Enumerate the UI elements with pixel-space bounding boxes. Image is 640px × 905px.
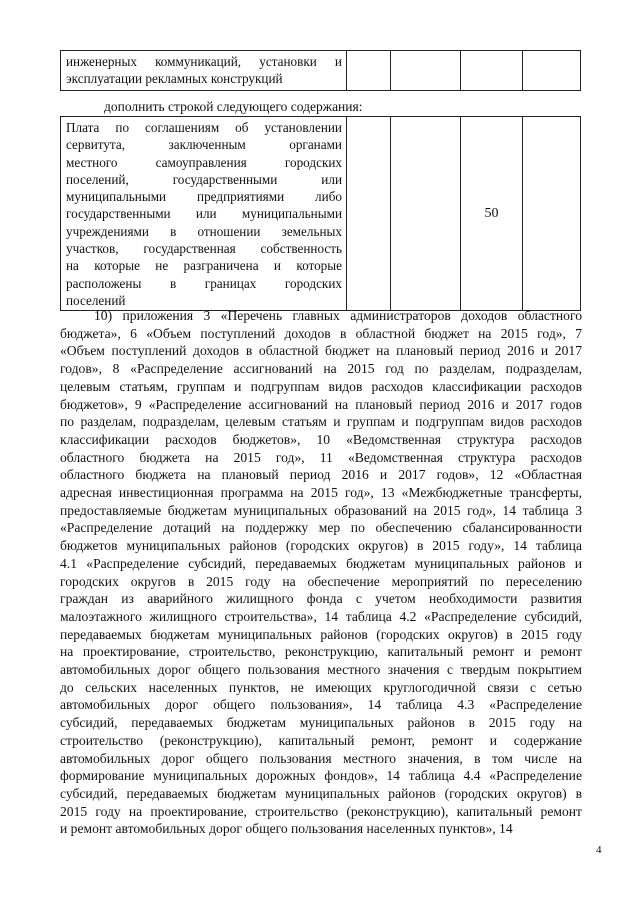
table-row bbox=[61, 117, 581, 311]
row-description-line: сервитута, заключенным органами bbox=[66, 137, 342, 153]
body-line: субсидий, передаваемых бюджетам муниципальных районов в 2015 году на bbox=[60, 715, 582, 731]
new-row-table bbox=[60, 116, 581, 311]
value-cell bbox=[391, 117, 461, 311]
body-line: предоставляемые бюджетам муниципальных образований на 2015 год», 14 таблица 3 bbox=[60, 502, 582, 518]
row-description-cell bbox=[61, 51, 347, 91]
body-line: строительство (реконструкцию), капитальный ремонт, ремонт и содержание bbox=[60, 732, 582, 748]
body-line: граждан из аварийного жилищного фонда с учетом необходимости развития bbox=[60, 591, 582, 607]
row-description-line: эксплуатации рекламных конструкций bbox=[66, 71, 283, 87]
body-line: автомобильных дорог общего пользования местного значения, в том числе на bbox=[60, 750, 582, 766]
row-description-line: учреждениями в отношении земельных bbox=[66, 223, 342, 239]
table-row bbox=[61, 51, 581, 91]
row-description-line: Плата по соглашениям об установлении bbox=[66, 120, 342, 135]
body-line: автомобильных дорог общего пользования местного значения с твердым покрытием bbox=[60, 662, 582, 678]
body-line: «Объем поступлений доходов в областной бюджет на плановый период 2016 и 2017 bbox=[60, 343, 582, 359]
value-cell bbox=[461, 51, 523, 91]
body-line: областного бюджета на плановый период 2016 и 2017 годов», 12 «Областная bbox=[60, 467, 582, 483]
body-line: бюджета», 6 «Объем поступлений доходов в областной бюджет на 2015 год», 7 bbox=[60, 325, 582, 341]
body-line: областного бюджета на 2015 год», 11 «Ведомственная структура расходов bbox=[60, 449, 582, 465]
body-line: 4.1 «Распределение субсидий, передаваемых бюджетам муниципальных районов и bbox=[60, 555, 582, 571]
row-description-line: на которые не разграничена и которые bbox=[66, 258, 342, 274]
page-number: 4 bbox=[596, 844, 602, 856]
body-line: на проектирование, строительство, реконструкцию, капитальный ремонт и ремонт bbox=[60, 644, 582, 660]
body-line: «Распределение дотаций на поддержку мер по обеспечению сбалансированности bbox=[60, 520, 582, 536]
body-line: формирование муниципальных дорожных фондов», 14 таблица 4.4 «Распределение bbox=[60, 768, 582, 784]
value-cell bbox=[391, 51, 461, 91]
body-line: бюджетов», 9 «Распределение ассигнований на плановый период 2016 и 2017 годов bbox=[60, 396, 582, 412]
body-paragraph bbox=[60, 307, 582, 838]
row-description-line: участков, государственная собственность bbox=[66, 241, 342, 257]
value-cell: 50 bbox=[461, 117, 523, 311]
row-description-line: государственными или муниципальными bbox=[66, 206, 342, 222]
body-line: малоэтажного жилищного строительства», 14 таблица 4.2 «Распределение субсидий, bbox=[60, 608, 582, 624]
row-description-line: местного самоуправления городских bbox=[66, 154, 342, 170]
body-line: адресная инвестиционная программа на 2015 год», 13 «Межбюджетные трансферты, bbox=[60, 485, 582, 501]
row-description-line: поселений bbox=[66, 292, 126, 308]
value-cell bbox=[523, 117, 581, 311]
body-line: городских округов в 2015 году на обеспечение мероприятий по переселению bbox=[60, 573, 582, 589]
row-description-line: инженерных коммуникаций, установки и bbox=[66, 54, 342, 69]
value-cell bbox=[523, 51, 581, 91]
body-line: и ремонт автомобильных дорог общего пользования населенных пунктов», 14 bbox=[60, 821, 513, 837]
body-line: 10) приложения 3 «Перечень главных администраторов доходов областного bbox=[94, 308, 582, 323]
insertion-instruction: дополнить строкой следующего содержания: bbox=[104, 99, 363, 114]
body-line: 2015 году на проектирование, строительство (реконструкцию), капитальный ремонт bbox=[60, 803, 582, 819]
value-cell bbox=[347, 51, 391, 91]
row-description-line: муниципальными предприятиями либо bbox=[66, 189, 342, 205]
body-line: по разделам, подразделам, целевым статьям и группам и подгруппам видов расходов bbox=[60, 414, 582, 430]
row-description-cell bbox=[61, 117, 347, 311]
body-line: автомобильных дорог общего пользования», 14 таблица 4.3 «Распределение bbox=[60, 697, 582, 713]
budget-table-fragment bbox=[60, 50, 581, 91]
body-line: субсидий, передаваемых бюджетам муниципальных районов (городских округов) в bbox=[60, 785, 582, 801]
row-description-line: поселений, государственными или bbox=[66, 171, 342, 187]
body-line: годов», 8 «Распределение ассигнований на 2015 год по разделам, подразделам, bbox=[60, 361, 582, 377]
body-line: до сельских населенных пунктов, не имеющих круглогодичной связи с сетью bbox=[60, 679, 582, 695]
row-description-line: расположены в границах городских bbox=[66, 275, 342, 291]
body-line: передаваемых бюджетам муниципальных районов (городских округов) в 2015 году bbox=[60, 626, 582, 642]
body-line: бюджетов муниципальных районов (городских округов) в 2015 году», 14 таблица bbox=[60, 538, 582, 554]
value-cell bbox=[347, 117, 391, 311]
body-line: целевым статьям, группам и подгруппам видов расходов классификации расходов bbox=[60, 378, 582, 394]
body-line: классификации расходов бюджетов», 10 «Ведомственная структура расходов bbox=[60, 431, 582, 447]
